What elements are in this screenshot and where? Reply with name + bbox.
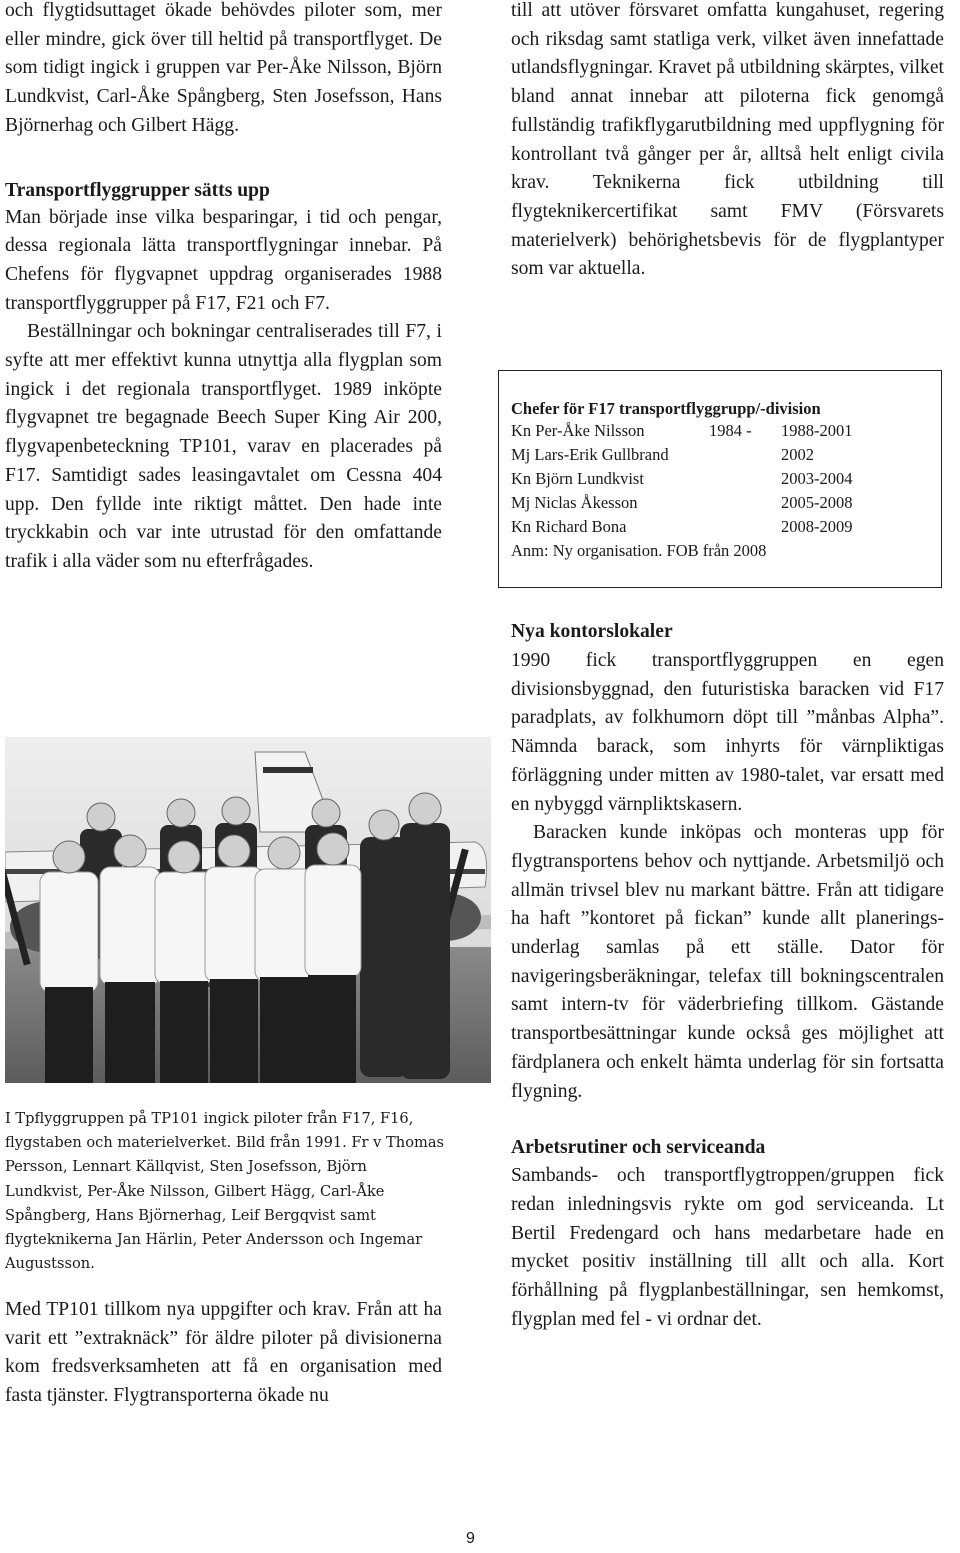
chief-period: 2003-2004 — [781, 469, 853, 488]
chiefs-box-note: Anm: Ny organisation. FOB från 2008 — [511, 541, 767, 560]
chief-name: Mj Niclas Åkesson — [511, 493, 638, 512]
chief-name: Kn Richard Bona — [511, 517, 627, 536]
page-number: 9 — [466, 1530, 475, 1547]
chiefs-box — [498, 370, 942, 588]
right-paragraph-2: Baracken kunde inköpas och monteras upp för flygtransportens behov och nyttjande. Arbetsmiljö och allmän trivsel blev nu markant bättre. Från att tidigare ha haft ”kontoret på fickan” kunde allt planeringsunderlag samlas på ett ställe. Dator för navigeringsberäkningar, telefax till bokningscentralen samt intern-tv för väderbriefing tillkom. Gästande transportbesättningar kunde också ges möjlighet att färdplanera och enkelt hämta underlag för sin fortsatta flygning. — [511, 822, 944, 1102]
group-photo — [5, 737, 491, 1083]
photo-caption: I Tpflyggruppen på TP101 ingick piloter från F17, F16, flygstaben och materielverket. Bild från 1991. Fr v Thomas Persson, Lennart Källqvist, Sten Josefsson, Björn Lundkvist, Per-Åke Nilsson, Gilbert Hägg, Carl-Åke Spångberg, Hans Björnerhag, Leif Bergqvist samt flygteknikerna Jan Härlin, Peter Andersson och Ingemar Augustsson. — [5, 1110, 445, 1273]
left-paragraph-3: Med TP101 tillkom nya uppgifter och krav. Från att ha varit ett ”extraknäck” för äldre piloter på divisionerna kom fredsverksamheten att få en organisation med fasta tjänster. Flygtransporterna ökade nu — [5, 1299, 442, 1407]
chief-name: Kn Björn Lundkvist — [511, 469, 644, 488]
section-heading-arbetsrutiner: Arbetsrutiner och serviceanda — [511, 1137, 766, 1159]
chief-period: 2002 — [781, 445, 814, 464]
right-column-lower — [511, 620, 944, 1334]
right-column — [511, 0, 944, 284]
left-paragraph-2: Beställningar och bokningar centraliserades till F7, i syfte att mer effektivt kunna utnyttja alla flygplan som ingick i det regionala transportflyget. 1989 inköpte flygvapnet tre begagnade Beech Super King Air 200, flygvapenbeteckning TP101, varav en placerades på F17. Samtidigt sades leasingavtalet om Cessna 404 upp. Den fyllde inte riktigt måttet. Den hade inte tryckkabin och var inte utrustad för den omfattande trafik i alla väder som nu efterfrågades. — [5, 321, 442, 572]
photo-illustration — [5, 737, 491, 1083]
chief-name: Kn Per-Åke Nilsson — [511, 421, 645, 440]
left-paragraph-1: Man började inse vilka besparingar, i tid och pengar, dessa regionala lätta transportflygningar innebar. På Chefens för flygvapnet uppdrag organiserades 1988 transportflyggrupper på F17, F21 och F7. — [5, 206, 442, 314]
right-paragraph-1: 1990 fick transportflyggruppen en egen divisionsbyggnad, den futuristiska baracken vid F17 paradplats, av folkhumorn döpt till ”månbas Alpha”. Nämnda barack, som inhyrts för värnpliktigas förläggning under mitten av 1980-talet, var ersatt med en nybyggd värnpliktskasern. — [511, 650, 944, 815]
section-heading-kontorslokaler: Nya kontorslokaler — [511, 621, 673, 642]
chief-start-year: 1984 - — [709, 421, 752, 440]
right-paragraph-3: Sambands- och transportflygtroppen/gruppen fick redan inledningsvis rykte om god serviceanda. Lt Bertil Fredengard och hans medarbetare hade en mycket positiv inställning till allt och alla. Kort förhållning på flygplanbeställningar, sen hemkomst, flygplan med fel - vi ordnar det. — [511, 1165, 944, 1330]
left-intro-paragraph: och flygtidsuttaget ökade behövdes piloter som, mer eller mindre, gick över till heltid på transportflyget. De som tidigt ingick i gruppen var Per-Åke Nilsson, Björn Lundkvist, Carl-Åke Spångberg, Sten Josefsson, Hans Björnerhag och Gilbert Hägg. — [5, 0, 442, 136]
chief-period: 2005-2008 — [781, 493, 853, 512]
left-column-bottom — [5, 1296, 442, 1411]
chiefs-box-title: Chefer för F17 transportflyggrupp/-division — [511, 399, 821, 418]
section-heading-transportflyggrupper: Transportflyggrupper sätts upp — [5, 179, 270, 201]
left-column — [5, 0, 442, 577]
chief-period: 1988-2001 — [781, 421, 853, 440]
chief-period: 2008-2009 — [781, 517, 853, 536]
chief-name: Mj Lars-Erik Gullbrand — [511, 445, 669, 464]
right-intro-paragraph: till att utöver försvaret omfatta kungahuset, regering och riksdag samt statliga verk, vilket även innefattade utlandsflygningar. Kravet på utbildning skärptes, vilket bland annat innebar att piloterna fick genomgå fullständig trafikflygarutbildning med uppflygning för kontrollant två gånger per år, alltså helt enligt civila krav. Teknikerna fick utbildning till flygteknikercertifikat samt FMV (Försvarets materielverk) behörighetsbevis för de flygplantyper som var aktuella. — [511, 0, 944, 280]
